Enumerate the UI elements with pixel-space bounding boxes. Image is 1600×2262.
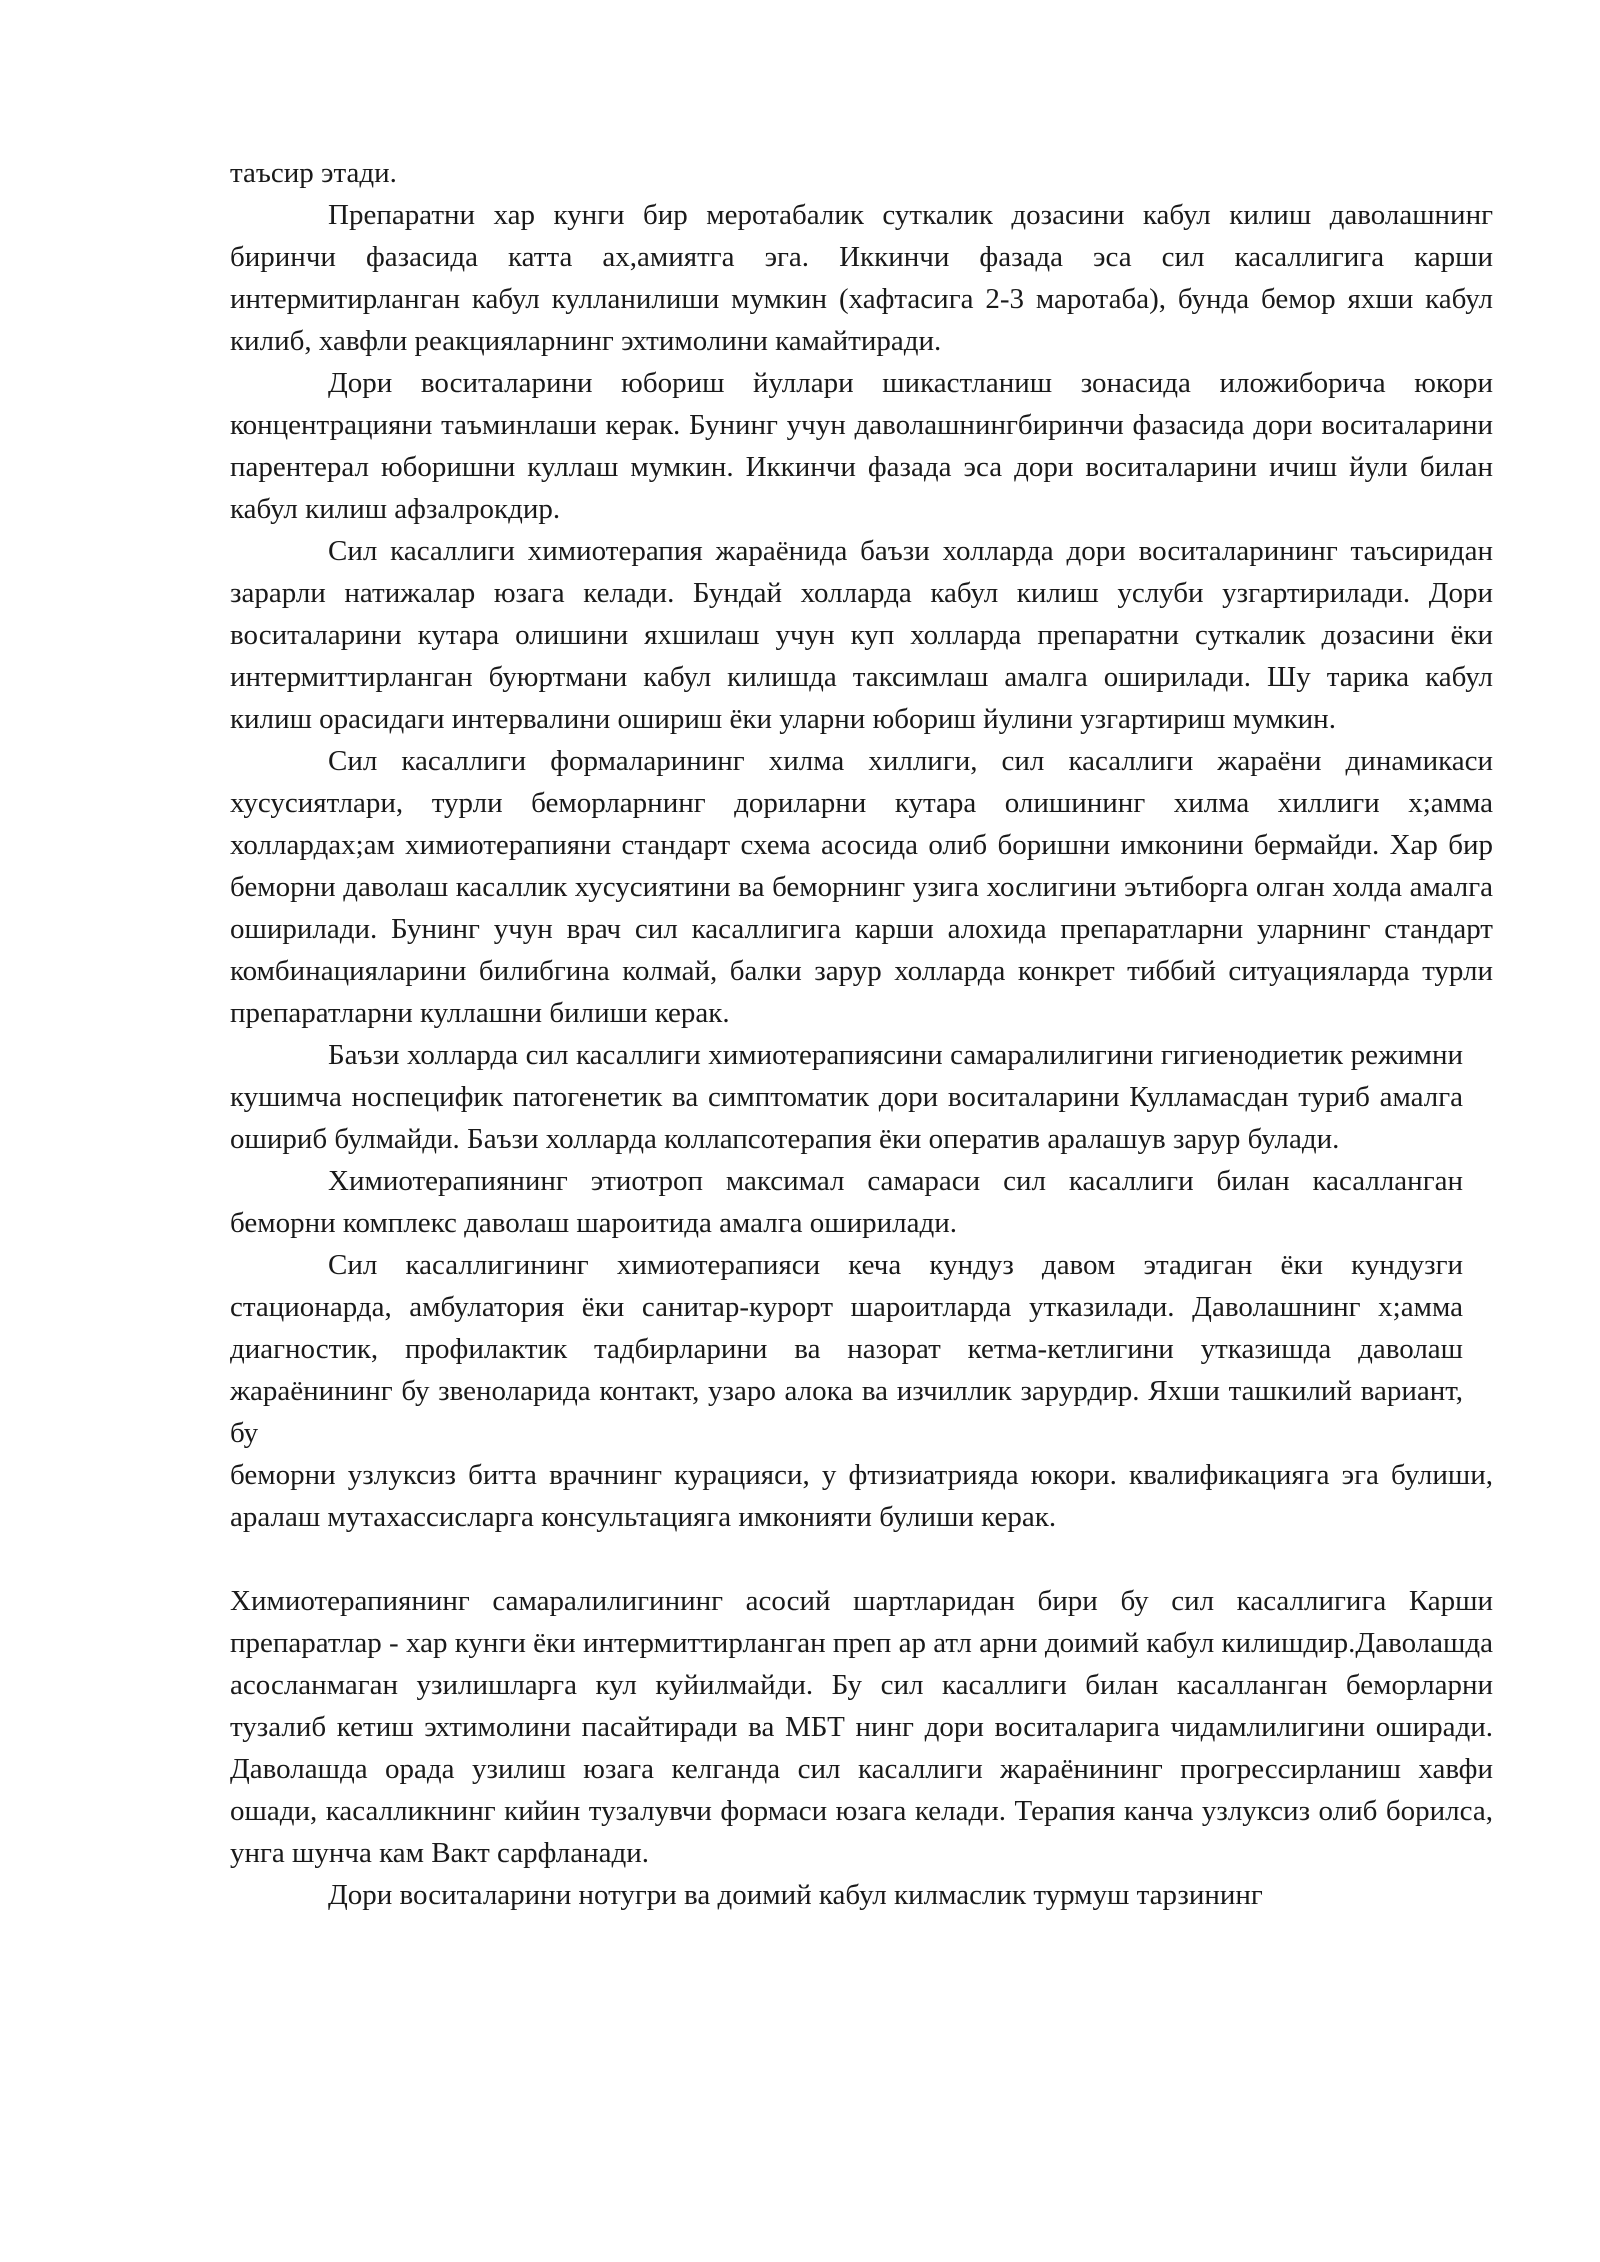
paragraph-1: таъсир этади. xyxy=(230,157,397,189)
paragraph-7: Химиотерапиянинг этиотроп максимал самараси сил касаллиги билан касалланган беморни комплекс даволаш шароитида амалга оширилади. xyxy=(230,1165,1463,1239)
paragraph-10: Химиотерапиянинг самаралилигининг асосий шартларидан бири бу сил касаллигига Карши препаратлар - хар кунги ёки интермиттирланган преп ар атл арни доимий кабул килишдир.Даволашда асосланмаган узилишларга кул куйилмайди. Бу сил касаллиги билан касалланган беморларни тузалиб кетиш эхтимолини пасайтиради ва МБТ нинг дори воситаларига чидамлилигини оширади. Даволашда орада узилиш юзага келганда сил касаллиги жараёнининг прогрессирланиш хавфи ошади, касалликнинг кийин тузалувчи формаси юзага келади. Терапия канча узлуксиз олиб борилса, унга шунча кам Вакт сарфланади. xyxy=(230,1585,1493,1869)
paragraph-2: Препаратни хар кунги бир меротабалик суткалик дозасини кабул килиш даволашнинг биринчи фазасида катта ах,амиятга эга. Иккинчи фазада эса сил касаллигига карши интермитирланган кабул кулланилиши мумкин (хафтасига 2-3 маротаба), бунда бемор яхши кабул килиб, хавфли реакцияларнинг эхтимолини камайтиради. xyxy=(230,199,1493,357)
paragraph-4: Сил касаллиги химиотерапия жараёнида баъзи холларда дори воситаларининг таъсиридан зарарли натижалар юзага келади. Бундай холларда кабул килиш услуби узгартирилади. Дори воситаларини кутара олишини яхшилаш учун куп холларда препаратни суткалик дозасини ёки интермиттирланган буюртмани кабул килишда таксимлаш амалга оширилади. Шу тарика кабул килиш орасидаги интервалини ошириш ёки уларни юбориш йулини узгартириш мумкин. xyxy=(230,535,1493,735)
paragraph-8: Сил касаллигининг химиотерапияси кеча кундуз давом этадиган ёки кундузги стационарда, амбулатория ёки санитар-курорт шароитларда утказилади. Даволашнинг х;амма диагностик, профилактик тадбирларини ва назорат кетма-кетлигини утказишда даволаш жараёнининг бу звеноларида контакт, узаро алока ва изчиллик зарурдир. Яхши ташкилий вариант, бу xyxy=(230,1249,1463,1449)
paragraph-5: Сил касаллиги формаларининг хилма хиллиги, сил касаллиги жараёни динамикаси хусусиятлари, турли беморларнинг дориларни кутара олишининг хилма хиллиги х;амма холлардах;ам химиотерапияни стандарт схема асосида олиб боришни имконини бермайди. Хар бир беморни даволаш касаллик хусусиятини ва беморнинг узига хослигини эътиборга олган холда амалга оширилади. Бунинг учун врач сил касаллигига карши алохида препаратларни уларнинг стандарт комбинацияларини билибгина колмай, балки зарур холларда конкрет тиббий ситуацияларда турли препаратларни куллашни билиши керак. xyxy=(230,745,1493,1029)
document-body xyxy=(230,152,1493,1916)
paragraph-3: Дори воситаларини юбориш йуллари шикастланиш зонасида иложиборича юкори концентрацияни таъминлаши керак. Бунинг учун даволашнингбиринчи фазасида дори воситаларини парентерал юборишни куллаш мумкин. Иккинчи фазада эса дори воситаларини ичиш йули билан кабул килиш афзалрокдир. xyxy=(230,367,1493,525)
paragraph-11: Дори воситаларини нотугри ва доимий кабул килмаслик турмуш тарзининг xyxy=(328,1879,1263,1911)
paragraph-9: беморни узлуксиз битта врачнинг курацияси, у фтизиатрияда юкори. квалификацияга эга булиши, аралаш мутахассисларга консультацияга имконияти булиши керак. xyxy=(230,1459,1493,1533)
paragraph-6: Баъзи холларда сил касаллиги химиотерапиясини самаралилигини гигиенодиетик режимни кушимча носпецифик патогенетик ва симптоматик дори воситаларини Кулламасдан туриб амалга ошириб булмайди. Баъзи холларда коллапсотерапия ёки оператив аралашув зарур булади. xyxy=(230,1039,1463,1155)
